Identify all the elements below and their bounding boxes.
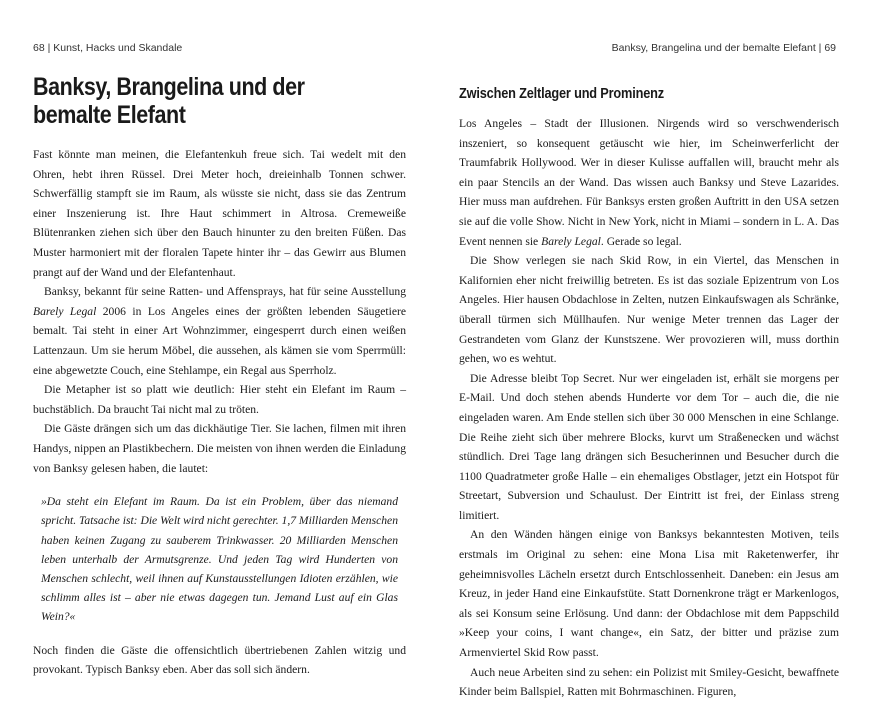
- italic-title: Barely Legal: [33, 304, 97, 318]
- italic-title: Barely Legal: [541, 234, 601, 248]
- left-running-header: 68 | Kunst, Hacks und Skandale: [33, 42, 183, 54]
- text-run: . Gerade so legal.: [600, 234, 682, 248]
- paragraph: Die Metapher ist so platt wie deutlich: Hier steht ein Elefant im Raum – buchstäblich. Da braucht Tai nicht mal zu tröten.: [33, 383, 406, 416]
- paragraph: [33, 282, 406, 380]
- right-running-header: Banksy, Brangelina und der bemalte Elefant | 69: [611, 42, 836, 54]
- text-run: Banksy, bekannt für seine Ratten- und Affensprays, hat für seine Ausstellung: [44, 285, 406, 299]
- right-page: [437, 0, 874, 699]
- left-page: [0, 0, 437, 677]
- block-quote: »Da steht ein Elefant im Raum. Da ist ein Problem, über das niemand spricht. Tatsache ist: Die Welt wird nicht gerechter. 1,7 Milliarden Menschen haben keinen Zugang zu sauberem Trinkwasser. 20 Milliarden Menschen leben unterhalb der Armutsgrenze. Und jeden Tag wird Hunderten von Menschen schlecht, weil ihnen auf Kunstausstellungen Idioten erzählen, wie schlimm alles ist – aber nie etwas dagegen tun. Jemand Lust auf ein Glas Wein?«: [41, 495, 398, 624]
- paragraph: Die Show verlegen sie nach Skid Row, in ein Viertel, das Menschen in Kalifornien eher nicht freiwillig betreten. Es ist das soziale Epizentrum von Los Angeles. Hier hausen Obdachlose in Zelten, nutzen Einkaufswagen als Schränke, überall türmen sich Müllhaufen. Nur wenige Meter trennen das Lager der Gestrandeten vom Glanz der Kunstszene. Wer provozieren will, muss dorthin gehen, wo es wehtut.: [459, 254, 839, 366]
- paragraph: Noch finden die Gäste die offensichtlich übertriebenen Zahlen witzig und provokant. Typisch Banksy eben. Aber das soll sich ändern.: [33, 643, 406, 677]
- paragraph: Auch neue Arbeiten sind zu sehen: ein Polizist mit Smiley-Gesicht, bewaffnete Kinder beim Ballspiel, Ratten mit Bohrmaschinen. Figuren,: [459, 665, 839, 699]
- section-heading: Zwischen Zeltlager und Prominenz: [459, 86, 664, 102]
- text-run: Los Angeles – Stadt der Illusionen. Nirgends wird so verschwenderisch inszeniert, so konsequent getäuscht wie hier, im Scheinwerferlicht der Traumfabrik Hollywood. Wer in dieser Kulisse auffallen will, braucht mehr als ein paar Stencils an der Wand. Das wissen auch Banksy und Steve Lazarides. Hier muss man aufdrehen. Für Banksys ersten großen Auftritt in den USA setzen sie auf die volle Show. Nicht in New York, nicht in Miami – sondern in L. A. Das Event nennen sie: [459, 117, 839, 248]
- paragraph: Fast könnte man meinen, die Elefantenkuh freue sich. Tai wedelt mit den Ohren, hebt ihren Rüssel. Drei Meter hoch, dreieinhalb Tonnen schwer. Schwerfällig stampft sie im Raum, als wüsste sie nicht, dass sie das Zentrum einer Inszenierung ist. Ihre Haut schimmert in Altrosa. Cremeweiße Blütenranken ziehen sich über den Bauch hinunter zu den breiten Füßen. Das Muster harmoniert mit der floralen Tapete hinter ihr – das Gewirr aus Blumen prangt auf der Wand und der Elefantenhaut.: [33, 148, 406, 279]
- right-body-text: [459, 114, 839, 702]
- paragraph: Die Adresse bleibt Top Secret. Nur wer eingeladen ist, erhält sie morgens per E-Mail. Und doch stehen abends Hunderte vor dem Tor – auch die, die nie eingeladen waren. Am Ende stellen sich über 30 000 Menschen in eine Schlange. Die Reihe zieht sich über mehrere Blocks, kurvt um Straßenecken und wächst stündlich. Drei Tage lang drängen sich Besucherinnen und Besucher durch die 1100 Quadratmeter große Halle – ein ehemaliges Obstlager, jetzt ein Hotspot für Streetart, Subversion und Schaulust. Der Eintritt ist frei, der Einlass streng limitiert.: [459, 371, 839, 522]
- paragraph: Die Gäste drängen sich um das dickhäutige Tier. Sie lachen, filmen mit ihren Handys, nippen an Plastikbechern. Die meisten von ihnen werden die Einladung von Banksy gelesen haben, die lautet:: [33, 422, 406, 475]
- paragraph: [459, 114, 839, 251]
- text-run: 2006 in Los Angeles eines der größten lebenden Säugetiere bemalt. Tai steht in einer Art Wohnzimmer, eingesperrt durch einen weißen Lattenzaun. Um sie herum Möbel, die aussehen, als kämen sie vom Sperrmüll: eine abgewetzte Couch, eine Stehlampe, ein Regal aus Sperrholz.: [33, 304, 406, 377]
- chapter-title: Banksy, Brangelina und der bemalte Elefant: [33, 73, 305, 129]
- left-body-text: [33, 145, 406, 680]
- paragraph: An den Wänden hängen einige von Banksys bekanntesten Motiven, teils erstmals im Original zu sehen: eine Mona Lisa mit Raketenwerfer, ihr geheimnisvolles Lächeln ersetzt durch Entschlossenheit. Daneben: ein Jesus am Kreuz, in jeder Hand eine Einkaufstüte. Statt Dornenkrone trägt er Markenlogos, als sei Konsum seine Erlösung. Und dann: der Obdachlose mit dem Pappschild »Keep your coins, I want change«, ein Satz, der bitter und präzise zum Armenviertel Skid Row passt.: [459, 528, 839, 660]
